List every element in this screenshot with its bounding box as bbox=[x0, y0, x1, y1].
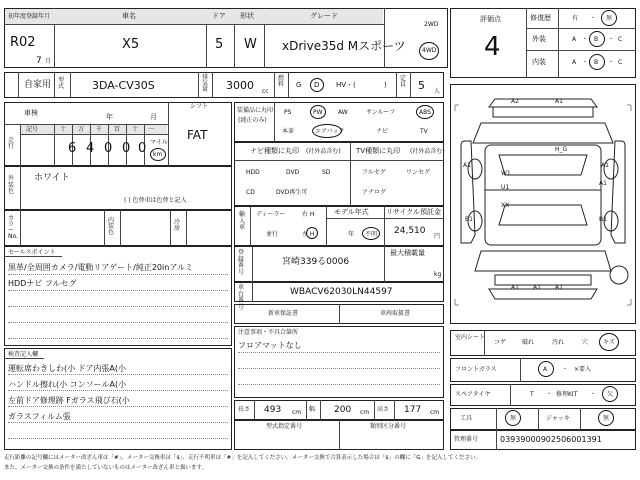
registration-label: 登録番号 bbox=[238, 249, 245, 276]
mileage-digit: 0 bbox=[122, 141, 131, 156]
month-unit-2: 月 bbox=[150, 113, 157, 121]
dmg-mark: B1 bbox=[599, 216, 607, 223]
equip-sunroof: サンルーフ bbox=[366, 109, 396, 116]
equip-aw: AW bbox=[338, 109, 348, 116]
width-cm: cm bbox=[360, 409, 370, 416]
model-year-unknown: 不明 bbox=[365, 231, 378, 238]
drive-4wd: 4WD bbox=[422, 47, 437, 54]
manual: 車両取扱書 bbox=[380, 310, 411, 317]
fuel-label: 燃料 bbox=[278, 75, 285, 88]
height-label: 高さ bbox=[377, 406, 390, 413]
glass-dot: ・ bbox=[562, 366, 569, 373]
ext-grade-dot: ・ bbox=[582, 36, 589, 43]
digit-header: 記号 bbox=[26, 126, 39, 133]
chassis-value: WBACV62030LN44597 bbox=[290, 287, 393, 297]
import-dealer: ディーラー bbox=[256, 211, 286, 218]
tv-sub: (社外品含む) bbox=[410, 148, 445, 155]
repair-dot: ・ bbox=[590, 15, 597, 22]
ac-label: 冷房 bbox=[174, 219, 181, 232]
fuel-g: G bbox=[296, 81, 302, 89]
inspector-line: 左前ドア修理跡 Fガラス飛び石(小 bbox=[8, 396, 130, 405]
seat-item: 穴 bbox=[582, 339, 589, 346]
capacity-unit: 人 bbox=[434, 88, 441, 95]
displacement-value: 3000 bbox=[226, 79, 254, 92]
usage-label: 自家用 bbox=[24, 80, 52, 90]
new-warranty: 新車保証書 bbox=[268, 310, 299, 317]
shift-value: FAT bbox=[187, 128, 208, 142]
type-spec-label: 型式指定番号 bbox=[266, 423, 303, 430]
length-cm: cm bbox=[292, 409, 302, 416]
length-label: 長さ bbox=[238, 406, 251, 413]
navi-sub: (社外品含む) bbox=[306, 148, 341, 155]
ext-grade-b: B bbox=[594, 36, 599, 43]
dmg-mark: A1 bbox=[555, 98, 563, 105]
navi-item: SD bbox=[322, 169, 331, 176]
recycle-value: 24,510 bbox=[394, 226, 426, 236]
ext-grade-c: C bbox=[618, 36, 623, 43]
max-load-kg: kg bbox=[434, 271, 442, 278]
max-load-label: 最大積載量 bbox=[390, 249, 425, 257]
inspection-label: 車検 bbox=[24, 109, 38, 117]
ext-grade-dot2: ・ bbox=[608, 36, 615, 43]
manage-label: 管理番号 bbox=[454, 436, 479, 443]
navi-item: HDD bbox=[246, 169, 260, 176]
dmg-mark: XX bbox=[501, 202, 510, 209]
dmg-mark: A1 bbox=[601, 162, 609, 169]
dmg-mark: B1 bbox=[465, 216, 473, 223]
width-label: 幅 bbox=[309, 406, 316, 413]
tools-label: 工具 bbox=[460, 415, 473, 422]
spare-kit: 修理KIT bbox=[556, 391, 578, 398]
seat-item: キズ bbox=[603, 339, 615, 346]
mileage-digit: 0 bbox=[138, 141, 147, 156]
score-label: 評価点 bbox=[480, 15, 501, 23]
equip-abs: ABS bbox=[419, 109, 431, 116]
digit-header: 一 bbox=[148, 126, 155, 133]
int-grade-dot2: ・ bbox=[608, 59, 615, 66]
car-diagram bbox=[450, 84, 636, 324]
int-grade-a: A bbox=[572, 59, 577, 66]
shape-label: 形状 bbox=[240, 12, 254, 20]
sales-point-line2: HDDナビ フルセグ bbox=[8, 279, 77, 288]
spare-missing: 欠 bbox=[607, 391, 614, 398]
year-unit: 年 bbox=[106, 113, 113, 121]
ext-grade-a: A bbox=[572, 36, 577, 43]
model-year-unit: 年 bbox=[348, 231, 355, 238]
navi-item: DVD bbox=[286, 169, 300, 176]
mileage-digit: 4 bbox=[86, 141, 95, 156]
km-unit: km bbox=[153, 151, 163, 158]
color-no-label: カラーNo. bbox=[8, 215, 18, 240]
int-grade-b: B bbox=[594, 59, 599, 66]
navi-item: DVD再生可 bbox=[276, 189, 308, 196]
interior-color-label: 内装色 bbox=[108, 217, 115, 236]
dmg-mark: U1 bbox=[501, 184, 510, 191]
equipment-sublabel: (純正のみ) bbox=[238, 117, 267, 124]
model-year-label: モデル年式 bbox=[334, 208, 369, 216]
jack-label: ジャッキ bbox=[546, 415, 570, 422]
class-spec-label: 類別区分番号 bbox=[370, 423, 407, 430]
equip-navi: ナビ bbox=[376, 128, 389, 135]
glass-label: フロントガラス bbox=[455, 366, 497, 373]
import-parallel: 並行 bbox=[266, 231, 279, 238]
dmg-mark: A2 bbox=[511, 98, 519, 105]
drive-2wd: 2WD bbox=[424, 21, 439, 28]
glass-a: A bbox=[543, 366, 548, 373]
inspector-line: ガラスフィルム張 bbox=[8, 412, 71, 421]
fuel-close: ) bbox=[384, 81, 387, 89]
repair-label: 修復歴 bbox=[530, 14, 551, 22]
mileage-digit: 0 bbox=[104, 141, 113, 156]
first-reg-label: 初年度登録年月 bbox=[8, 13, 51, 20]
equip-airbag: エアバック bbox=[315, 128, 345, 135]
inspector-line: 運転席わきしわ(小 ドア内張A(小 bbox=[8, 364, 127, 373]
glass-replace: ×要入 bbox=[574, 366, 592, 373]
cc-unit: cc bbox=[262, 88, 269, 95]
equip-ps: PS bbox=[284, 109, 292, 116]
digit-header: 十 bbox=[60, 126, 67, 133]
spare-label: スペアタイヤ bbox=[455, 391, 491, 398]
color-note: ( ) 色替車は色替と記入 bbox=[124, 197, 187, 204]
navi-item: CD bbox=[246, 189, 255, 196]
jack-value: 無 bbox=[603, 415, 610, 422]
length-value: 493 bbox=[264, 405, 282, 415]
navi-title: ナビ種類に丸印 bbox=[250, 147, 299, 155]
name-value: X5 bbox=[122, 37, 140, 52]
footer-line1: 走行距離の記号欄にはメーター改ざん車は「#」、メーター交換車は「$」、走行不明車は「#」を記入してください。メーター交換で合算表示した場合は「$」の欄に「G」を記入してください。 bbox=[4, 455, 481, 461]
exterior-label: 外装色 bbox=[8, 175, 15, 196]
int-grade-dot: ・ bbox=[582, 59, 589, 66]
equipment-label: 装備品に丸印 bbox=[237, 107, 274, 114]
model-value: 3DA-CV30S bbox=[92, 79, 155, 92]
exterior-grade-label: 外装 bbox=[532, 35, 546, 43]
seat-item: 破れ bbox=[522, 339, 535, 346]
sales-point-block bbox=[4, 246, 232, 346]
dmg-mark: A1 bbox=[511, 284, 519, 291]
interior-grade-label: 内装 bbox=[532, 58, 546, 66]
exterior-value: ホワイト bbox=[34, 173, 70, 183]
import-right: 右 H bbox=[302, 211, 315, 218]
digit-header: 万 bbox=[78, 126, 85, 133]
tv-title: TV種類に丸印 bbox=[356, 147, 401, 155]
dmg-mark: A1 bbox=[599, 180, 607, 187]
digit-header: 十 bbox=[132, 126, 139, 133]
int-grade-c: C bbox=[618, 59, 623, 66]
spare-dot2: ・ bbox=[590, 391, 597, 398]
first-reg-month: 7 bbox=[36, 56, 42, 66]
name-label: 車名 bbox=[122, 12, 136, 20]
spare-dot: ・ bbox=[546, 391, 553, 398]
digit-header: 百 bbox=[114, 126, 121, 133]
dmg-mark: A1 bbox=[463, 162, 471, 169]
capacity-label: 定員 bbox=[400, 75, 407, 88]
equip-pw: PW bbox=[313, 109, 323, 116]
notes-value: フロアマットなし bbox=[238, 341, 302, 350]
capacity-value: 5 bbox=[418, 79, 425, 92]
dmg-mark: A1 bbox=[555, 284, 563, 291]
fuel-d: D bbox=[314, 81, 320, 89]
score-value: 4 bbox=[484, 32, 501, 62]
car-outline-icon bbox=[451, 85, 635, 323]
door-label: ドア bbox=[212, 12, 226, 20]
dmg-mark: W1 bbox=[501, 170, 511, 177]
shift-label: シフト bbox=[190, 103, 209, 110]
month-unit: 月 bbox=[45, 58, 52, 65]
inspector-label: 検査記入欄 bbox=[8, 351, 39, 358]
door-value: 5 bbox=[215, 37, 224, 52]
inspector-line: ハンドル擦れ(小 コンソールA(小 bbox=[8, 380, 127, 389]
width-value: 200 bbox=[334, 405, 352, 415]
notes-label: 注意事項・不具合箇所 bbox=[238, 329, 299, 336]
digit-header: 千 bbox=[96, 126, 103, 133]
height-cm: cm bbox=[430, 409, 440, 416]
repair-yes: 有 bbox=[572, 15, 579, 22]
recycle-yen: 円 bbox=[434, 233, 441, 240]
grade-value: xDrive35d Mスポーツ bbox=[282, 39, 406, 53]
mileage-digit: 6 bbox=[68, 141, 77, 156]
dmg-mark: H_G bbox=[555, 146, 568, 153]
dmg-mark: A1 bbox=[533, 284, 541, 291]
import-left: 左 H bbox=[302, 231, 315, 238]
sales-point-label: セールスポイント bbox=[8, 249, 56, 256]
height-value: 177 bbox=[404, 405, 422, 415]
chassis-label: 車台番号 bbox=[238, 284, 245, 311]
recycle-label: リサイクル預託金 bbox=[386, 208, 442, 216]
seat-item: 汚れ bbox=[552, 339, 565, 346]
displacement-label: 排気量 bbox=[202, 74, 209, 93]
color-row bbox=[4, 210, 232, 246]
spare-t: T bbox=[530, 391, 534, 398]
model-label: 型式 bbox=[58, 77, 65, 90]
seat-item: コゲ bbox=[494, 339, 507, 346]
equip-tv: TV bbox=[420, 128, 428, 135]
mileage-label: 走行 bbox=[8, 137, 15, 150]
tv-item: フルセグ bbox=[362, 169, 386, 176]
footer-line2: また、メーター交換の条件を満たしていないものはメーター改ざん車と扱います。 bbox=[4, 465, 208, 471]
equip-leather: 本革 bbox=[282, 128, 295, 135]
mile-unit: マイル bbox=[150, 139, 168, 146]
fuel-hv: HV・( bbox=[336, 81, 356, 89]
notes-block bbox=[234, 326, 444, 398]
grade-label: グレード bbox=[310, 12, 338, 20]
repair-no: 無 bbox=[606, 15, 613, 22]
import-label: 輸入車 bbox=[239, 211, 246, 232]
tools-value: 無 bbox=[510, 415, 517, 422]
first-reg-value: R02 bbox=[10, 35, 36, 50]
sales-point-line1: 黒革/全周囲カメラ/電動リアゲート/純正20inアルミ bbox=[8, 263, 193, 272]
tv-item: ワンセグ bbox=[406, 169, 431, 176]
seat-label: 室内シート bbox=[455, 334, 486, 341]
tv-item: アナログ bbox=[362, 189, 387, 196]
registration-value: 宮崎339る0006 bbox=[282, 257, 350, 267]
shape-value: W bbox=[244, 37, 257, 52]
manage-value: 03939000902506001391 bbox=[500, 435, 602, 444]
